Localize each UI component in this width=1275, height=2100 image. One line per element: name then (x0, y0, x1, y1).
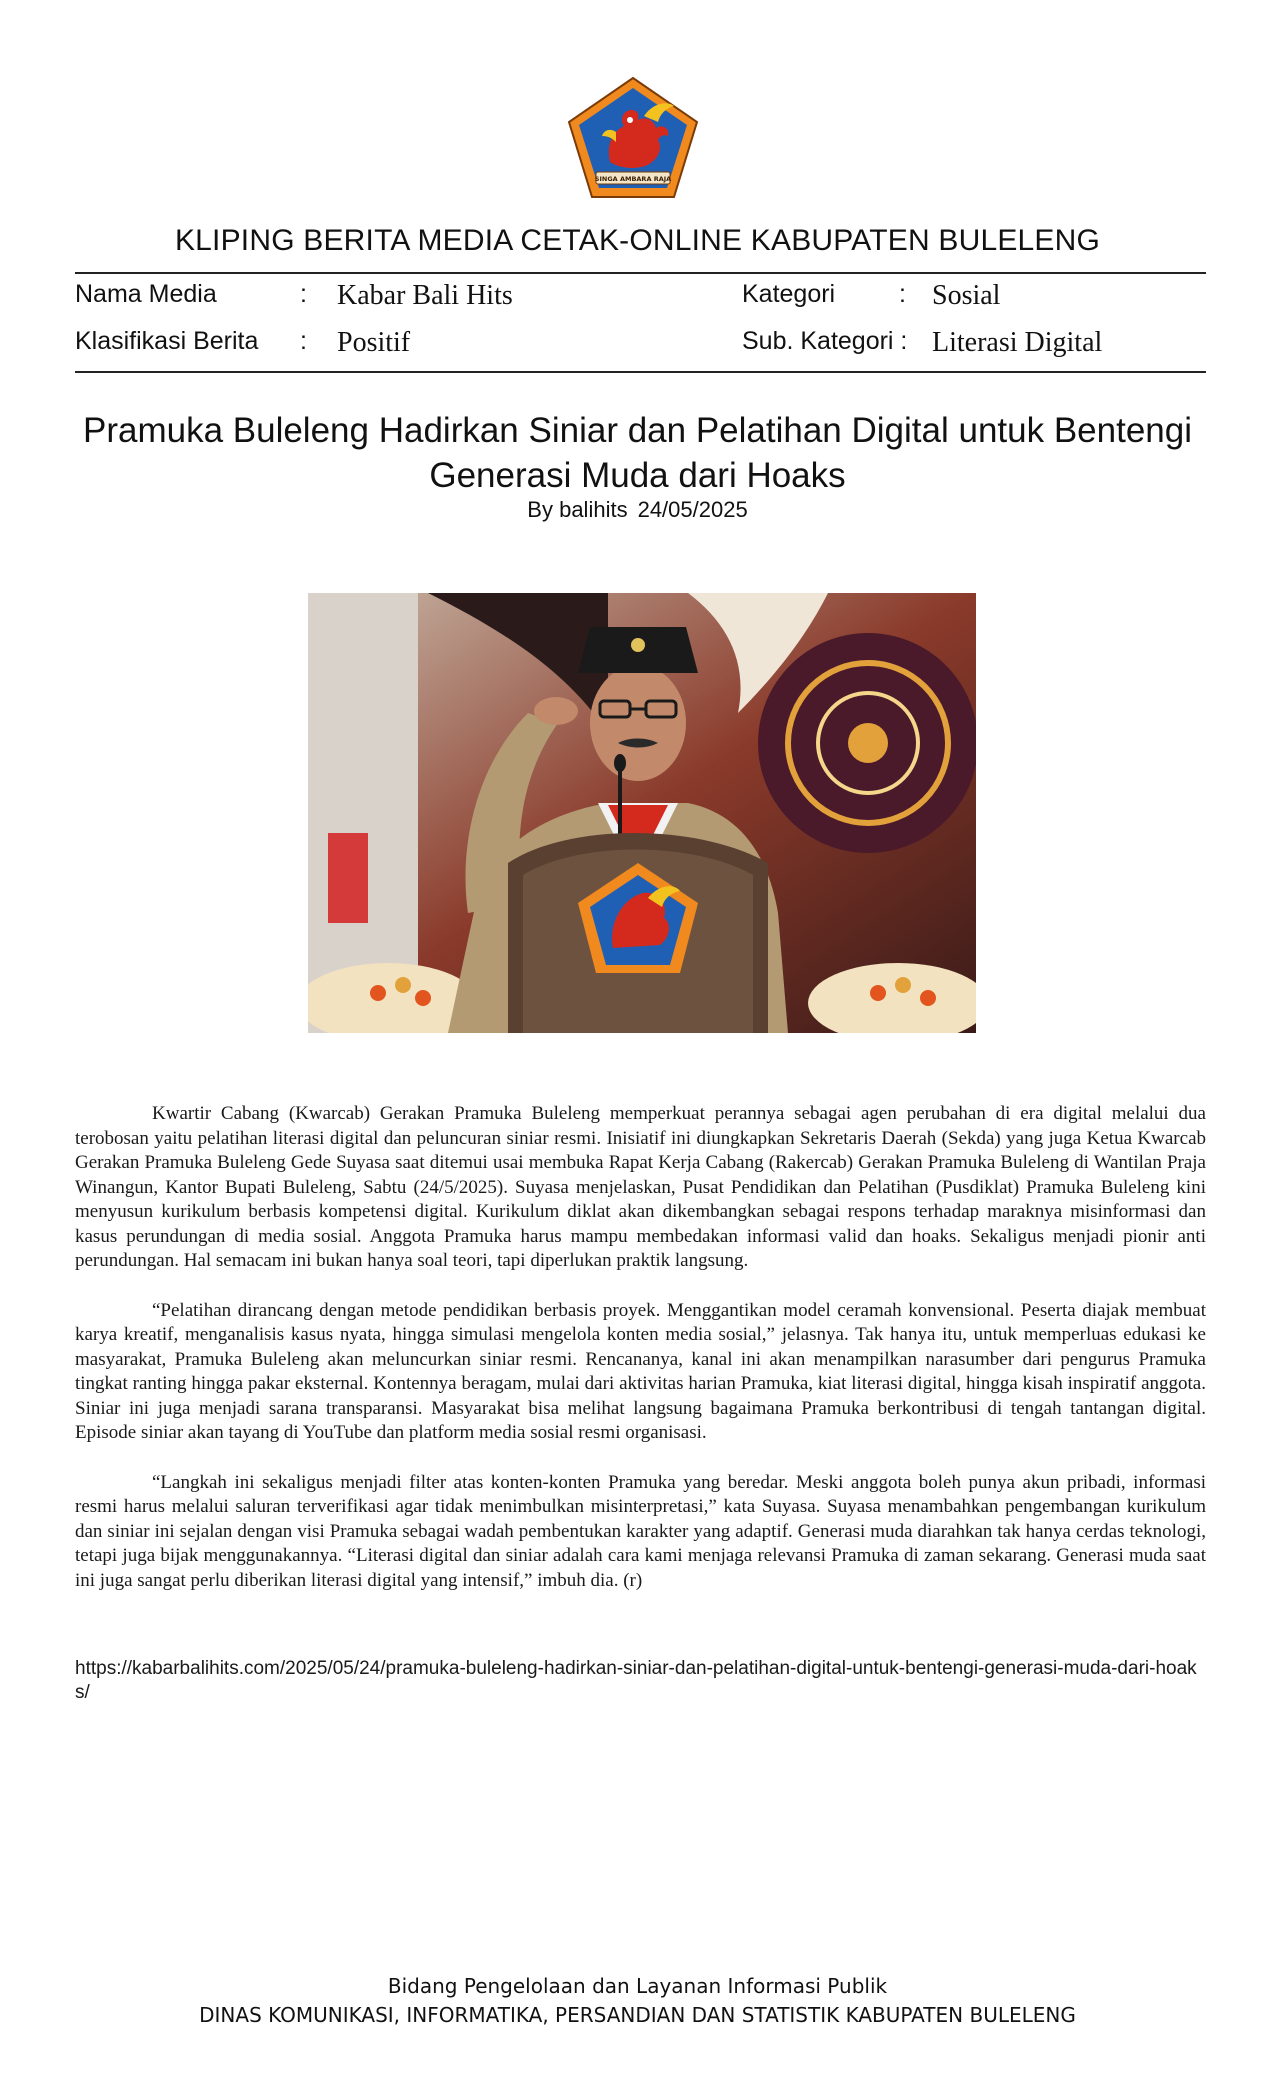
media-name-colon: : (300, 280, 307, 308)
buleleng-emblem-logo (566, 76, 700, 200)
article-paragraph-1: Kwartir Cabang (Kwarcab) Gerakan Pramuka Buleleng memperkuat perannya sebagai agen perubahan di era digital melalui dua terobosan yaitu pelatihan literasi digital dan peluncuran siniar resmi. Inisiatif ini diungkapkan Sekretaris Daerah (Sekda) yang juga Ketua Kwarcab Gerakan Pramuka Buleleng Gede Suyasa saat ditemui usai membuka Rapat Kerja Cabang (Rakercab) Gerakan Pramuka Buleleng di Wantilan Praja Winangun, Kantor Bupati Buleleng, Sabtu (24/5/2025). Suyasa menjelaskan, Pusat Pendidikan dan Pelatihan (Pusdiklat) Pramuka Buleleng kini menyusun kurikulum berbasis kompetensi digital. Kurikulum diklat akan dikembangkan sebagai respons terhadap maraknya misinformasi dan kasus perundungan di media sosial. Anggota Pramuka harus mampu membedakan informasi valid dan hoaks. Sekaligus menjadi pionir anti perundungan. Hal semacam ini bukan hanya soal teori, tapi diperlukan praktik langsung. (75, 1103, 1206, 1271)
category-value: Sosial (932, 280, 1001, 311)
classification-label: Klasifikasi Berita (75, 327, 259, 355)
article-source-link[interactable]: https://kabarbalihits.com/2025/05/24/pramuka-buleleng-hadirkan-siniar-dan-pelatihan-digital-untuk-bentengi-generasi-muda-dari-hoaks/ (75, 1658, 1197, 1703)
subcategory-value: Literasi Digital (932, 327, 1103, 358)
header-divider-top (75, 272, 1206, 274)
buleleng-regency-emblem-icon (566, 76, 700, 200)
classification-value: Positif (337, 327, 411, 358)
headline-line-1: Pramuka Buleleng Hadirkan Siniar dan Pelatihan Digital untuk Bentengi (82, 411, 1192, 450)
article-photo (308, 593, 976, 1033)
article-byline (0, 497, 1275, 523)
article-paragraph-3: “Langkah ini sekaligus menjadi filter atas konten-konten Pramuka yang beredar. Meski anggota boleh punya akun pribadi, informasi resmi harus melalui saluran terverifikasi agar tidak menimbulkan misinterpretasi,” kata Suyasa. Suyasa menambahkan pengembangan kurikulum dan siniar ini sejalan dengan visi Pramuka sebagai wadah pembentukan karakter yang adaptif. Generasi muda diarahkan tak hanya cerdas teknologi, tetapi juga bijak menggunakannya. “Literasi digital dan siniar adalah cara kami menjaga relevansi Pramuka di zaman sekarang. Generasi muda saat ini juga sangat perlu diberikan literasi digital yang intensif,” imbuh dia. (r) (75, 1471, 1206, 1591)
emblem-motto: SINGA AMBARA RAJA (594, 175, 672, 183)
headline-line-2: Generasi Muda dari Hoaks (429, 456, 846, 495)
document-header-title: KLIPING BERITA MEDIA CETAK-ONLINE KABUPATEN BULELENG (174, 224, 1101, 257)
footer-agency: DINAS KOMUNIKASI, INFORMATIKA, PERSANDIAN DAN STATISTIK KABUPATEN BULELENG (199, 2003, 1076, 2027)
classification-colon: : (300, 327, 307, 355)
article-paragraph-2: “Pelatihan dirancang dengan metode pendidikan berbasis proyek. Menggantikan model ceramah konvensional. Peserta diajak membuat karya kreatif, menganalisis kasus nyata, hingga simulasi mengelola konten media sosial,” jelasnya. Tak hanya itu, untuk memperluas edukasi ke masyarakat, Pramuka Buleleng akan meluncurkan siniar resmi. Rencananya, kanal ini akan menampilkan narasumber dari pengurus Pramuka tingkat ranting hingga pakar eksternal. Kontennya beragam, mulai dari aktivitas harian Pramuka, kiat literasi digital, hingga kisah inspiratif anggota. Siniar ini juga menjadi sarana transparansi. Masyarakat bisa melihat langsung bagaimana Pramuka berkontribusi di tengah tantangan digital. Episode siniar akan tayang di YouTube dan platform media sosial resmi organisasi. (75, 1299, 1206, 1443)
article-date: 24/05/2025 (637, 497, 748, 522)
article-headline (60, 408, 1215, 498)
category-colon: : (899, 280, 906, 308)
media-name-label: Nama Media (75, 280, 217, 308)
article-author: By balihits (527, 497, 628, 522)
scout-leader-saluting-photo-icon (308, 593, 976, 1033)
header-divider-bottom (75, 371, 1206, 373)
media-name-value: Kabar Bali Hits (337, 280, 513, 311)
subcategory-label: Sub. Kategori : (742, 327, 908, 355)
footer-department: Bidang Pengelolaan dan Layanan Informasi Publik (387, 1974, 888, 1998)
article-body (75, 1102, 1206, 1618)
category-label: Kategori (742, 280, 836, 308)
